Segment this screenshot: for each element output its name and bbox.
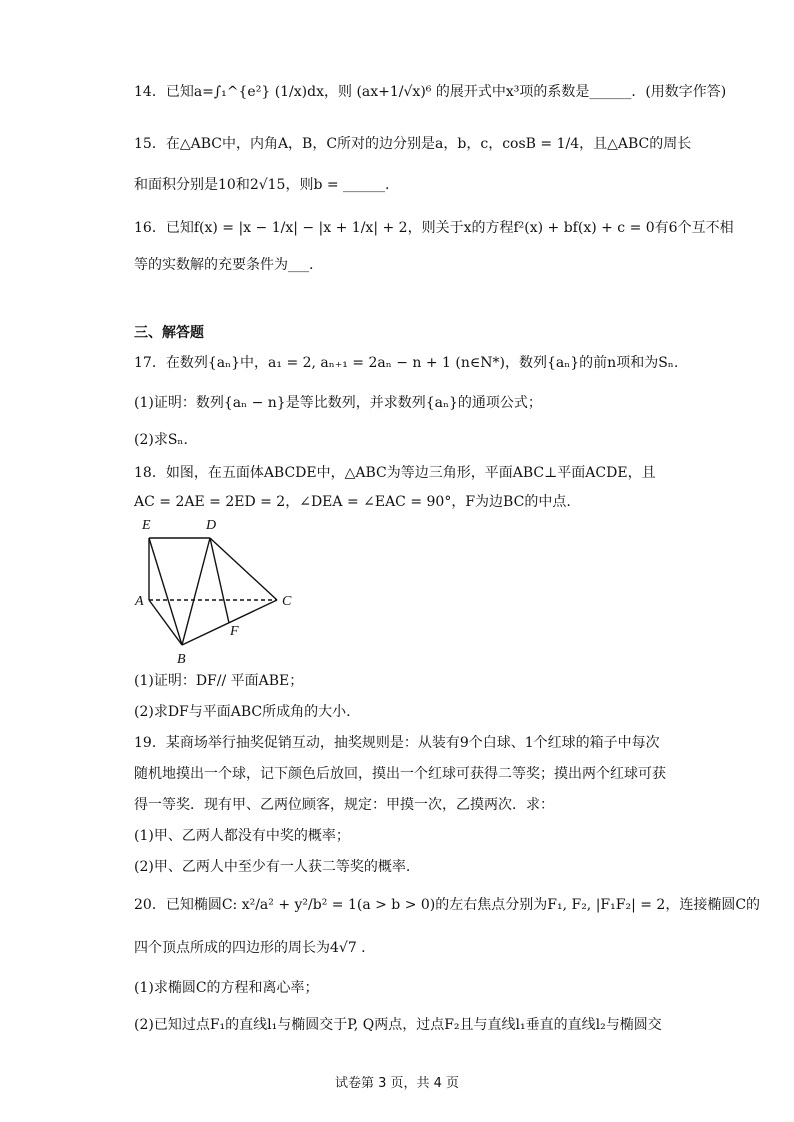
question-18-part-1: (1)证明：DF// 平面ABE； [134,673,304,689]
pentahedron-figure [132,513,302,668]
question-18-stem-line-1: 18．如图，在五面体ABCDE中，△ABC为等边三角形，平面ABC⊥平面ACDE，且 [134,465,656,481]
question-20-part-1: (1)求椭圆C的方程和离心率； [134,980,319,996]
vertex-D-label: D [206,518,217,533]
question-16-line-1: 16．已知f(x) = |x − 1/x| − |x + 1/x| + 2，则关于x的方程f²(x) + bf(x) + c = 0有6个互不相 [134,220,734,236]
question-15-line-1: 15．在△ABC中，内角A，B，C所对的边分别是a，b，c，cosB = 1/4，且△ABC的周长 [134,136,692,152]
question-18-stem-line-2: AC = 2AE = 2ED = 2，∠DEA = ∠EAC = 90°，F为边BC的中点. [134,494,571,510]
question-17-part-1: (1)证明：数列{aₙ − n}是等比数列，并求数列{aₙ}的通项公式； [134,395,542,411]
question-19-part-1: (1)甲、乙两人都没有中奖的概率； [134,828,350,844]
vertex-A-label: A [135,594,144,609]
question-15-line-2: 和面积分别是10和2√15，则b = ______. [134,177,390,193]
vertex-C-label: C [282,594,292,609]
vertex-B-label: B [177,652,186,667]
section-title: 三、解答题 [134,325,204,341]
question-17-part-2: (2)求Sₙ. [134,432,188,448]
question-19-line-2: 随机地摸出一个球，记下颜色后放回，摸出一个红球可获得二等奖；摸出两个红球可获 [134,766,666,782]
question-18-part-2: (2)求DF与平面ABC所成角的大小. [134,704,351,720]
question-20-part-2: (2)已知过点F₁的直线l₁与椭圆交于P, Q两点，过点F₂且与直线l₁垂直的直线l₂与椭圆交 [134,1017,662,1033]
vertex-F-label: F [230,624,239,639]
question-19-part-2: (2)甲、乙两人中至少有一人获二等奖的概率. [134,859,411,875]
question-16-line-2: 等的实数解的充要条件为___. [134,257,314,273]
question-20-line-2: 四个顶点所成的四边形的周长为4√7 . [134,940,366,956]
vertex-E-label: E [142,518,151,533]
question-19-line-3: 得一等奖．现有甲、乙两位顾客，规定：甲摸一次，乙摸两次．求： [134,797,554,813]
question-17-stem: 17．在数列{aₙ}中，a₁ = 2, aₙ₊₁ = 2aₙ − n + 1 (n∈N*)，数列{aₙ}的前n项和为Sₙ. [134,355,679,371]
question-19-line-1: 19．某商场举行抽奖促销互动，抽奖规则是：从装有9个白球、1个红球的箱子中每次 [134,735,660,751]
question-14: 14．已知a=∫₁^{e²} (1/x)dx，则 (ax+1/√x)⁶ 的展开式中x³项的系数是______．(用数字作答) [134,84,727,100]
page-footer: 试卷第 3 页，共 4 页 [334,1076,460,1091]
question-20-line-1: 20．已知椭圆C: x²/a² + y²/b² = 1(a > b > 0)的左右焦点分别为F₁, F₂, |F₁F₂| = 2，连接椭圆C的 [134,897,761,913]
